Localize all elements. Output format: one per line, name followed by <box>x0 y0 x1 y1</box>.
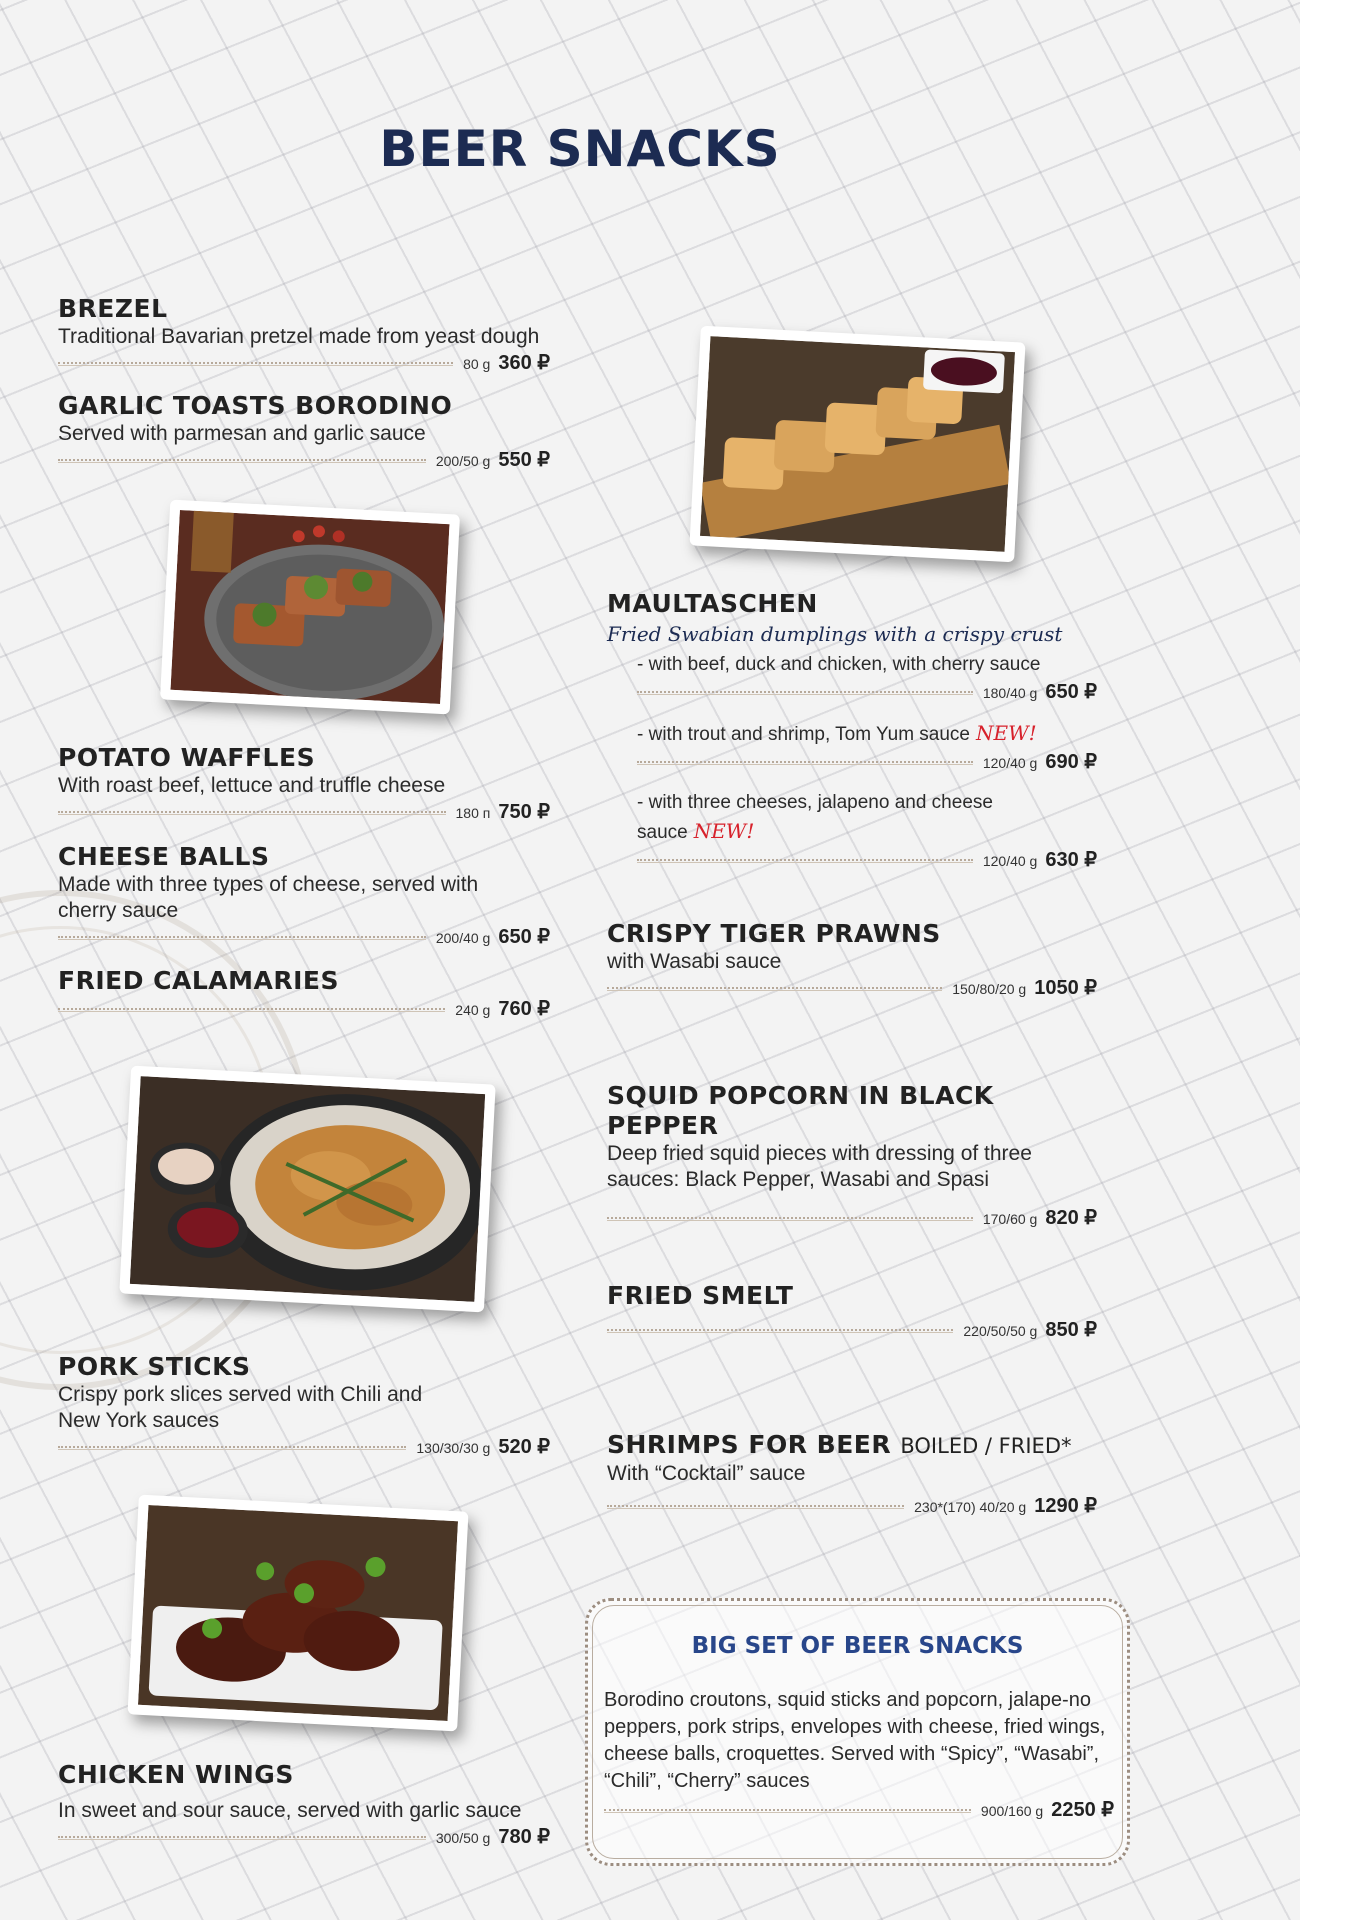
price-row <box>637 679 1097 707</box>
variant-three-cheeses <box>607 789 1097 875</box>
item-weight: 150/80/20 g <box>952 981 1027 997</box>
item-price: 850 ₽ <box>1045 1319 1097 1341</box>
item-description: In sweet and sour sauce, served with garlic sauce <box>58 1799 522 1822</box>
item-price: 630 ₽ <box>1045 849 1097 871</box>
menu-item-fried-calamaries <box>58 966 550 1024</box>
item-name: CHICKEN WINGS <box>58 1760 294 1789</box>
item-price: 750 ₽ <box>498 801 550 823</box>
menu-item-maultaschen <box>607 589 1097 875</box>
menu-item-pork-sticks <box>58 1352 550 1462</box>
new-badge: NEW! <box>976 721 1037 745</box>
item-price: 2250 ₽ <box>1051 1799 1114 1821</box>
photo-fried-calamaries <box>119 1066 495 1313</box>
item-name: CRISPY TIGER PRAWNS <box>607 919 941 948</box>
item-weight: 300/50 g <box>435 1830 491 1846</box>
page-title: BEER SNACKS <box>379 120 781 178</box>
menu-item-shrimps-for-beer <box>607 1430 1097 1521</box>
leader-line <box>58 459 426 463</box>
price-row <box>58 447 550 475</box>
big-set-title: BIG SET OF BEER SNACKS <box>691 1633 1024 1659</box>
item-description: with Wasabi sauce <box>607 950 782 973</box>
item-weight: 180 п <box>455 805 491 821</box>
leader-line <box>58 1008 445 1012</box>
item-name: POTATO WAFFLES <box>58 743 316 772</box>
item-price: 760 ₽ <box>498 998 550 1020</box>
item-name: CHEESE BALLS <box>58 842 270 871</box>
item-weight: 900/160 g <box>980 1803 1044 1819</box>
item-description: Deep fried squid pieces with dressing of three sauces: Black Pepper, Wasabi and Spasi <box>607 1142 1032 1191</box>
menu-item-squid-popcorn <box>607 1081 1097 1233</box>
item-description: With roast beef, lettuce and truffle cheese <box>58 774 446 797</box>
item-price: 1050 ₽ <box>1034 977 1097 999</box>
menu-item-garlic-toasts <box>58 391 550 475</box>
item-weight: 170/60 g <box>982 1211 1038 1227</box>
price-row <box>58 1434 550 1462</box>
item-price: 650 ₽ <box>1045 681 1097 703</box>
item-price: 520 ₽ <box>498 1436 550 1458</box>
leader-line <box>607 1217 973 1221</box>
price-row <box>604 1797 1114 1825</box>
price-row <box>637 847 1097 875</box>
item-description: Served with parmesan and garlic sauce <box>58 422 426 445</box>
item-name: PORK STICKS <box>58 1352 251 1381</box>
price-row <box>58 350 550 378</box>
leader-line <box>58 362 453 366</box>
price-row <box>58 799 550 827</box>
item-weight: 120/40 g <box>982 853 1038 869</box>
menu-item-brezel <box>58 294 550 378</box>
item-weight: 220/50/50 g <box>963 1323 1038 1339</box>
item-price: 650 ₽ <box>498 926 550 948</box>
photo-garlic-toasts <box>160 500 460 715</box>
item-weight: 130/30/30 g <box>416 1440 491 1456</box>
item-subtitle: Fried Swabian dumplings with a crispy crust <box>607 622 1063 646</box>
item-price: 1290 ₽ <box>1034 1495 1097 1517</box>
price-row <box>607 1317 1097 1345</box>
item-weight: 200/40 g <box>435 930 491 946</box>
item-weight: 200/50 g <box>435 453 491 469</box>
leader-line <box>58 1836 426 1840</box>
item-description: Traditional Bavarian pretzel made from yeast dough <box>58 325 540 348</box>
leader-line <box>637 691 973 695</box>
big-set-panel <box>585 1598 1130 1866</box>
item-weight: 180/40 g <box>982 685 1038 701</box>
item-name: FRIED SMELT <box>607 1281 794 1310</box>
item-price: 550 ₽ <box>498 449 550 471</box>
item-price: 780 ₽ <box>498 1826 550 1848</box>
leader-line <box>607 1505 904 1509</box>
photo-maultaschen <box>689 326 1025 563</box>
leader-line <box>637 859 973 863</box>
item-weight: 120/40 g <box>982 755 1038 771</box>
item-weight: 230*(170) 40/20 g <box>914 1499 1027 1515</box>
item-description: Crispy pork slices served with Chili and New York sauces <box>58 1383 423 1432</box>
price-row <box>607 975 1097 1003</box>
price-row <box>58 996 550 1024</box>
leader-line <box>58 1446 406 1450</box>
price-row <box>58 1824 550 1852</box>
leader-line <box>637 761 973 765</box>
menu-item-chicken-wings <box>58 1760 550 1852</box>
leader-line <box>58 936 426 940</box>
price-row <box>607 1205 1097 1233</box>
item-name: BREZEL <box>58 294 168 323</box>
item-description: With “Cocktail” sauce <box>607 1462 806 1485</box>
big-set-description: Borodino croutons, squid sticks and popcorn, jalape-no peppers, pork strips, envelopes with cheese, fried wings, cheese balls, croquettes. Served with “Spicy”, “Wasabi”, “Chili”, “Cherry” sauces <box>604 1689 1106 1792</box>
menu-item-tiger-prawns <box>607 919 1097 1003</box>
item-name: MAULTASCHEN <box>607 589 818 618</box>
menu-item-potato-waffles <box>58 743 550 827</box>
variant-label: - with beef, duck and chicken, with cherry sauce <box>637 654 1041 675</box>
item-name: SHRIMPS FOR BEER BOILED / FRIED* <box>607 1430 1072 1459</box>
item-name: GARLIC TOASTS BORODINO <box>58 391 453 420</box>
page-margin <box>1300 0 1357 1920</box>
variant-trout-shrimp <box>607 719 1097 777</box>
price-row <box>58 924 550 952</box>
leader-line <box>607 987 942 991</box>
variant-label: - with three cheeses, jalapeno and cheese sauce NEW! <box>637 792 993 843</box>
item-name: SQUID POPCORN IN BLACK PEPPER <box>607 1081 994 1140</box>
price-row <box>607 1493 1097 1521</box>
new-badge: NEW! <box>693 819 755 843</box>
menu-item-cheese-balls <box>58 842 550 952</box>
item-weight: 80 g <box>463 356 491 372</box>
item-price: 360 ₽ <box>498 352 550 374</box>
price-row <box>637 749 1097 777</box>
leader-line <box>607 1329 953 1333</box>
menu-item-fried-smelt <box>607 1281 1097 1345</box>
item-weight: 240 g <box>455 1002 491 1018</box>
item-description: Made with three types of cheese, served with cherry sauce <box>58 873 479 922</box>
variant-label: - with trout and shrimp, Tom Yum sauce NEW! <box>637 721 1037 745</box>
leader-line <box>604 1809 971 1813</box>
leader-line <box>58 811 446 815</box>
variant-beef-duck-chicken <box>607 651 1097 707</box>
item-name: FRIED CALAMARIES <box>58 966 339 995</box>
photo-chicken-wings <box>127 1495 468 1732</box>
item-price: 690 ₽ <box>1045 751 1097 773</box>
item-price: 820 ₽ <box>1045 1207 1097 1229</box>
item-variant-note: BOILED / FRIED* <box>900 1434 1072 1458</box>
